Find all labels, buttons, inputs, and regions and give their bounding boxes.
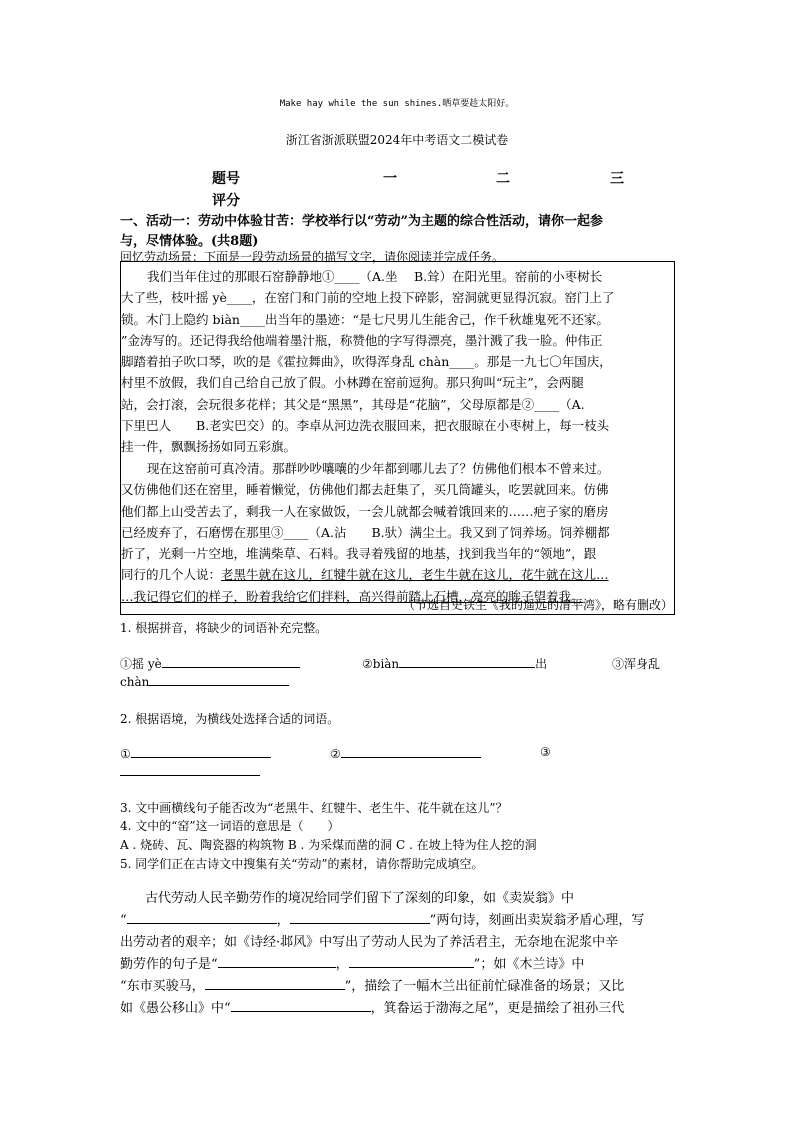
passage-line: 同行的几个人说：老黑牛就在这儿，红犍牛就在这儿，老生牛就在这儿，花牛就在这儿… xyxy=(121,567,609,583)
passage-source: （节选自史铁生《我的遥远的清平湾》，略有删改） xyxy=(402,598,673,612)
q5-line-2: “ ， ”两句诗，刻画出卖炭翁矛盾心理，写 xyxy=(120,913,645,928)
question-4-options: A . 烧砖、瓦、陶瓷器的构筑物 B . 为采煤而凿的洞 C . 在坡上特为住人挖的洞 xyxy=(120,838,537,852)
section1-heading-line2: 与，尽情体验。(共8题) xyxy=(120,234,259,249)
q1-answer-3-label: ③浑身乱 xyxy=(612,657,661,671)
passage-line: 脚踏着拍子吹口琴，吹的是《霍拉舞曲》，吹得浑身乱 chàn____。那是一九七〇年国庆， xyxy=(121,354,612,370)
passage-paragraph-1 xyxy=(121,266,673,458)
underlined-sentence-tail: …我记得它们的样子，盼着我给它们拌料，高兴得前踏上石槽，亮亮的眸子望着我。 xyxy=(121,588,584,604)
passage-line: 又仿佛他们还在窑里，睡着懒觉，仿佛他们都去赶集了，买几筒罐头，吃罢就回来。仿佛 xyxy=(121,482,609,498)
score-table-col-label: 题号 xyxy=(212,171,240,187)
score-table-row-label: 评分 xyxy=(212,193,240,209)
q5-line-1: 古代劳动人民辛勤劳作的境况给同学们留下了深刻的印象，如《卖炭翁》中 xyxy=(145,891,575,906)
score-table-col-3: 三 xyxy=(610,171,624,187)
answer-blank[interactable] xyxy=(290,911,430,924)
passage-line: 我们当年住过的那眼石窑静静地①____（A.坐 B.耸）在阳光里。窑前的小枣树长 xyxy=(147,269,603,284)
answer-blank[interactable] xyxy=(127,911,277,924)
answer-blank[interactable] xyxy=(120,765,260,776)
q1-answer-2: ②biàn 出 xyxy=(362,657,548,671)
q5-line-5: “东市买骏马， ”，描绘了一幅木兰出征前忙碌准备的场景；又比 xyxy=(120,979,625,994)
q2-answer-1: ① xyxy=(120,745,271,761)
underlined-sentence: 老黑牛就在这儿，红犍牛就在这儿，老生牛就在这儿，花牛就在这儿… xyxy=(221,567,609,583)
answer-blank[interactable] xyxy=(349,955,474,968)
passage-line: ”金涛写的。还记得我给他端着墨汁瓶，称赞他的字写得漂亮，墨汁溅了我一脸。仲伟正 xyxy=(121,332,603,348)
passage-line: 挂一件，飘飘扬扬如同五彩旗。 xyxy=(121,439,297,455)
answer-blank[interactable] xyxy=(205,977,345,990)
section1-intro: 回忆劳动场景：下面是一段劳动场景的描写文字，请你阅读并完成任务。 xyxy=(120,250,505,264)
passage-line: 已经废弃了，石磨愣在那里③____（A.沾 B.驮）满尘土。我又到了饲养场。饲养棚都 xyxy=(121,524,610,540)
motto: Make hay while the sun shines.晒草要趁太阳好。 xyxy=(279,99,515,109)
question-3: 3. 文中画横线句子能否改为“老黑牛、红犍牛、老生牛、花牛就在这儿”？ xyxy=(120,801,508,815)
q5-line-6: 如《愚公移山》中“ ，箕畚运于渤海之尾”，更是描绘了祖孙三代 xyxy=(120,1001,625,1016)
q1-answer-3: chàn xyxy=(120,673,289,689)
passage-line: 折了，光剩一片空地，堆满柴草、石料。我寻着残留的地基，找到我当年的“领地”，跟 xyxy=(121,546,597,562)
exam-title: 浙江省浙派联盟2024年中考语文二模试卷 xyxy=(285,133,509,147)
answer-blank[interactable] xyxy=(231,999,371,1012)
passage-line: 大了些，枝叶摇 yè____，在窑门和门前的空地上投下碎影，窑洞就更显得沉寂。窑门上了 xyxy=(121,290,615,306)
answer-blank[interactable] xyxy=(399,655,535,668)
q2-answer-2: ② xyxy=(330,745,481,761)
q1-answer-1: ①摇 yè xyxy=(120,655,300,672)
question-4: 4. 文中的“窑”这一词语的意思是（ ） xyxy=(120,819,340,833)
q2-answer-3-label: ③ xyxy=(540,745,551,759)
passage-line: 下里巴人 B.老实巴交）的。李卓从河边洗衣服回来，把衣服晾在小枣树上，每一枝头 xyxy=(121,418,610,434)
question-1: 1. 根据拼音，将缺少的词语补充完整。 xyxy=(120,621,328,635)
answer-blank[interactable] xyxy=(218,955,336,968)
score-table-col-1: 一 xyxy=(383,171,397,187)
passage-paragraph-2 xyxy=(121,458,673,607)
score-table-col-2: 二 xyxy=(496,171,510,187)
q5-line-3: 出劳动者的艰辛；如《诗经·邶风》中写出了劳动人民为了养活君主，无奈地在泥浆中辛 xyxy=(120,935,619,950)
answer-blank[interactable] xyxy=(131,745,271,758)
passage-line: 站，会打滚，会玩很多花样；其父是“黑黑”，其母是“花脑”，父母原都是②____（A. xyxy=(121,396,585,412)
question-2: 2. 根据语境，为横线处选择合适的词语。 xyxy=(120,712,340,726)
answer-blank[interactable] xyxy=(149,673,289,686)
passage-line: 村里不放假，我们自己给自己放了假。小林蹲在窑前逗狗。那只狗叫“玩主”，会两腿 xyxy=(121,375,584,391)
question-5: 5. 同学们正在古诗文中搜集有关“劳动”的素材，请你帮助完成填空。 xyxy=(120,857,484,871)
passage-line: 现在这窑前可真冷清。那群吵吵嚷嚷的少年都到哪儿去了？仿佛他们根本不曾来过。 xyxy=(147,461,610,476)
section1-heading-line1: 一、活动一：劳动中体验甘苦：学校举行以“劳动”为主题的综合性活动，请你一起参 xyxy=(120,214,603,229)
q5-line-4: 勤劳作的句子是“ ， ”；如《木兰诗》中 xyxy=(120,957,585,972)
answer-blank[interactable] xyxy=(341,745,481,758)
answer-blank[interactable] xyxy=(162,655,300,668)
passage-line: 他们都上山受苦去了，剩我一人在家做饭，一会儿就都会喊着饿回来的……疤子家的磨房 xyxy=(121,503,609,519)
passage-line: 锁。木门上隐约 biàn____出当年的墨迹：“是七尺男儿生能舍己，作千秋雄鬼死不还家。 xyxy=(121,311,609,327)
